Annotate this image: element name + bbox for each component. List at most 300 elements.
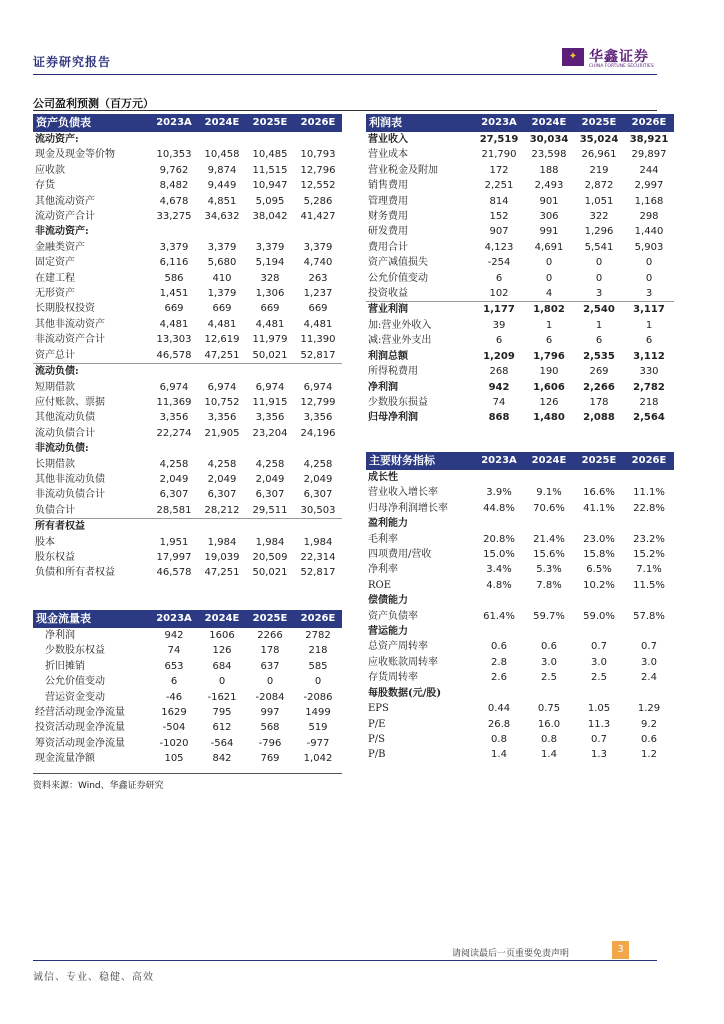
row-label: 流动资产:	[35, 134, 79, 145]
cell-value: 41,427	[300, 211, 336, 223]
cell-value: 1,606	[533, 381, 565, 393]
table-title: 主要财务指标	[366, 452, 474, 470]
cell-value: 6,307	[303, 489, 333, 501]
cell-value	[524, 593, 574, 608]
table-row	[366, 333, 674, 348]
row-label: 负债和所有者权益	[35, 567, 115, 579]
cell-value: 10.2%	[583, 579, 615, 591]
cell-value: -564	[210, 737, 234, 749]
cell-value: 4,258	[207, 458, 237, 470]
cell-value: 11,515	[252, 164, 288, 176]
cell-value: -254	[487, 257, 511, 269]
cell-value: 2,266	[583, 381, 615, 393]
cell-value: 9,449	[207, 180, 237, 192]
cell-value: 23,204	[252, 427, 288, 439]
year-header: 2026E	[294, 610, 342, 628]
table-row	[33, 271, 342, 286]
row-label: 在建工程	[35, 272, 75, 284]
cell-value: 12,796	[300, 164, 336, 176]
table-row	[33, 132, 342, 147]
table-row	[33, 535, 342, 550]
cell-value: 178	[260, 645, 280, 657]
table-row	[366, 395, 674, 410]
table-row	[33, 426, 342, 441]
cell-value: 2,088	[583, 412, 615, 424]
cell-value: -2084	[255, 691, 285, 703]
cell-value: 669	[308, 303, 328, 315]
cell-value: 3.0	[591, 656, 607, 668]
cell-value: 3,379	[255, 241, 285, 253]
row-label: 资产减值损失	[368, 257, 428, 269]
cell-value: 0	[545, 272, 553, 284]
row-label: 总资产周转率	[368, 641, 428, 653]
cell-value: 0	[595, 257, 603, 269]
table-row	[33, 395, 342, 410]
row-label: 财务费用	[368, 211, 408, 223]
cell-value: 6	[495, 272, 503, 284]
row-label: 资产总计	[35, 349, 75, 361]
row-label: 盈利能力	[368, 518, 408, 530]
cell-value	[524, 516, 574, 531]
report-header-title: 证券研究报告	[33, 55, 112, 69]
cell-value: 991	[539, 226, 559, 238]
cell-value: 152	[489, 211, 509, 223]
table-row	[33, 317, 342, 332]
cell-value: 1,984	[255, 536, 285, 548]
cell-value: 10,947	[252, 180, 288, 192]
table-row	[33, 209, 342, 224]
cell-value	[198, 364, 246, 380]
table-row	[366, 609, 674, 624]
row-label: 所有者权益	[33, 519, 150, 535]
row-label: 股东权益	[35, 551, 75, 563]
cell-value: 519	[308, 722, 328, 734]
row-label: 存货	[35, 180, 55, 192]
cell-value: 10,485	[252, 149, 288, 161]
cell-value: -977	[306, 737, 330, 749]
cell-value: 4,691	[534, 241, 564, 253]
cell-value: 2,049	[303, 473, 333, 485]
table-row	[366, 178, 674, 193]
row-label: 应收款	[35, 164, 65, 176]
cell-value: 11.3	[587, 718, 611, 730]
cell-value: 1,440	[634, 226, 664, 238]
row-label: 偿债能力	[368, 595, 408, 607]
cell-value: 15.6%	[533, 549, 565, 561]
footer-divider	[33, 960, 657, 961]
cell-value: 3,379	[159, 241, 189, 253]
cell-value: 2.8	[491, 656, 507, 668]
cell-value: 5,194	[255, 257, 285, 269]
cell-value: 3,356	[207, 412, 237, 424]
cell-value: 10,458	[204, 149, 240, 161]
table-row	[33, 255, 342, 270]
cell-value: 0	[314, 676, 322, 688]
cell-value: 2,493	[534, 180, 564, 192]
cell-value: 3,356	[159, 412, 189, 424]
table-row	[366, 380, 674, 395]
section-divider	[33, 110, 657, 111]
cell-value: 20,509	[252, 551, 288, 563]
table-row	[366, 747, 674, 762]
cell-value: 328	[260, 272, 280, 284]
cell-value: 11,390	[300, 334, 336, 346]
cell-value: 12,619	[204, 334, 240, 346]
year-header: 2023A	[474, 452, 524, 470]
cell-value	[574, 624, 624, 639]
cell-value: 1,451	[159, 288, 189, 300]
cell-value: 4,481	[207, 318, 237, 330]
cell-value	[198, 132, 246, 147]
table-row	[366, 147, 674, 162]
table-title: 现金流量表	[33, 610, 150, 628]
cell-value: 5,095	[255, 195, 285, 207]
cell-value: 1,237	[303, 288, 333, 300]
cell-value: 2,049	[255, 473, 285, 485]
row-label: 固定资产	[35, 257, 75, 269]
cell-value: 410	[212, 272, 232, 284]
cell-value: 23,598	[531, 149, 567, 161]
cell-value: 3,117	[624, 302, 674, 318]
cell-value: 4,481	[255, 318, 285, 330]
cell-value: 50,021	[252, 349, 288, 361]
cell-value: 5,541	[584, 241, 614, 253]
cell-value: 4,258	[303, 458, 333, 470]
cell-value: 6,974	[207, 381, 237, 393]
table-row	[366, 318, 674, 333]
cell-value: 30,034	[529, 134, 569, 145]
cell-value	[246, 132, 294, 147]
cell-value: 1,796	[533, 350, 565, 362]
row-label: 股本	[35, 536, 55, 548]
cell-value: 5.3%	[536, 564, 562, 576]
row-label: 应付账款、票据	[35, 396, 105, 408]
cell-value: 6	[545, 335, 553, 347]
cell-value: 17,997	[156, 551, 192, 563]
table-row	[33, 736, 342, 751]
table-row	[366, 271, 674, 286]
cell-value: 3,379	[303, 241, 333, 253]
balance-sheet-table	[33, 114, 342, 581]
cell-value: 70.6%	[533, 502, 565, 514]
row-label: 其他流动负债	[35, 412, 95, 424]
cell-value: 2,049	[159, 473, 189, 485]
cell-value: 21.4%	[533, 533, 565, 545]
row-label: 非流动资产合计	[35, 334, 105, 346]
cell-value: 3.0	[541, 656, 557, 668]
cell-value: 2782	[305, 630, 331, 641]
row-label: 少数股东权益	[45, 645, 105, 657]
cell-value: 306	[539, 211, 559, 223]
cell-value: 59.7%	[533, 610, 565, 622]
cell-value: 814	[489, 195, 509, 207]
cell-value: 5,286	[303, 195, 333, 207]
cell-value: 6	[595, 335, 603, 347]
cell-value	[474, 624, 524, 639]
table-row	[366, 516, 674, 531]
cell-value: 0	[645, 257, 653, 269]
cell-value	[246, 224, 294, 239]
table-row	[33, 690, 342, 705]
cell-value: 6	[170, 676, 178, 688]
cell-value: 769	[260, 753, 280, 765]
table-title: 资产负债表	[33, 114, 150, 132]
cell-value: 12,552	[300, 180, 336, 192]
cell-value: 842	[212, 753, 232, 765]
cell-value: 7.8%	[536, 579, 562, 591]
cell-value: 1.4	[541, 749, 557, 761]
table-row	[366, 485, 674, 500]
cell-value	[294, 519, 342, 535]
cell-value: 0.44	[487, 703, 511, 715]
table-header-row	[366, 452, 674, 470]
row-label: 现金及现金等价物	[35, 149, 115, 161]
cell-value	[574, 516, 624, 531]
cell-value	[198, 519, 246, 535]
cell-value: 11,369	[156, 396, 192, 408]
row-label: 其他流动资产	[35, 195, 95, 207]
row-label: 归母净利润增长率	[368, 502, 448, 514]
cell-value: 47,251	[204, 567, 240, 579]
table-row	[33, 348, 342, 364]
cell-value	[150, 132, 198, 147]
cell-value: 28,581	[156, 504, 192, 516]
cell-value: -2086	[303, 691, 333, 703]
cell-value: 1	[595, 319, 603, 331]
row-label: 少数股东损益	[368, 396, 428, 408]
cell-value: -504	[162, 722, 186, 734]
cell-value: 102	[489, 288, 509, 300]
table-row	[33, 147, 342, 162]
cell-value: 6,307	[159, 489, 189, 501]
table-row	[366, 224, 674, 239]
cell-value: 268	[489, 366, 509, 378]
cell-value: 2,535	[583, 350, 615, 362]
cell-value: 47,251	[204, 349, 240, 361]
table-row	[33, 472, 342, 487]
table-row	[33, 194, 342, 209]
cell-value: 2,997	[634, 180, 664, 192]
year-header: 2025E	[574, 114, 624, 132]
cell-value: 0.8	[491, 733, 507, 745]
source-divider	[33, 773, 342, 774]
row-label: 净利润	[45, 630, 75, 641]
cell-value	[294, 224, 342, 239]
year-header: 2025E	[574, 452, 624, 470]
cell-value: 2266	[257, 630, 283, 641]
row-label: 其他非流动负债	[35, 473, 105, 485]
row-label: 流动负债合计	[35, 427, 95, 439]
table-header-row	[366, 114, 674, 132]
cell-value: 1606	[209, 630, 235, 641]
table-row	[33, 441, 342, 456]
cell-value: 1,306	[255, 288, 285, 300]
cell-value: 1499	[305, 707, 331, 719]
cell-value: 3,112	[633, 350, 665, 362]
table-row	[366, 686, 674, 701]
cell-value: 4,123	[484, 241, 514, 253]
cell-value: 669	[260, 303, 280, 315]
cell-value: 12,799	[300, 396, 336, 408]
cell-value: 74	[167, 645, 181, 657]
cell-value: 11,915	[252, 396, 288, 408]
table-row	[366, 255, 674, 270]
cell-value: 188	[539, 164, 559, 176]
table-row	[33, 364, 342, 380]
row-label: 净利率	[368, 564, 398, 576]
row-label: 流动负债:	[33, 364, 150, 380]
cell-value: 0.8	[541, 733, 557, 745]
table-row	[366, 302, 674, 318]
logo-english-name: CHINA FORTUNE SECURITIES	[589, 64, 654, 69]
cell-value: 2.4	[641, 672, 657, 684]
cell-value: -1020	[159, 737, 189, 749]
cell-value: 1,051	[584, 195, 614, 207]
row-label: 营运资金变动	[45, 691, 105, 703]
cell-value: 0.75	[537, 703, 561, 715]
cell-value: 59.0%	[583, 610, 615, 622]
cell-value	[198, 441, 246, 456]
cell-value: 3	[595, 288, 603, 300]
table-row	[33, 457, 342, 472]
cell-value: 1,379	[207, 288, 237, 300]
cell-value: 22.8%	[633, 502, 665, 514]
row-label: 研发费用	[368, 226, 408, 238]
cash-flow-table	[33, 610, 342, 767]
disclaimer-note: 请阅读最后一页重要免责声明	[452, 949, 570, 959]
logo-mark-icon: ✦	[562, 48, 584, 66]
row-label: 销售费用	[368, 180, 408, 192]
cell-value	[474, 516, 524, 531]
header-divider	[33, 74, 657, 75]
cell-value: 0	[545, 257, 553, 269]
cell-value: 942	[488, 381, 510, 393]
cell-value: 322	[589, 211, 609, 223]
cell-value: 653	[164, 660, 184, 672]
cell-value	[474, 470, 524, 485]
table-row	[33, 224, 342, 239]
cell-value: 218	[639, 396, 659, 408]
cell-value: 0.6	[541, 641, 557, 653]
year-header: 2023A	[150, 114, 198, 132]
row-label: 折旧摊销	[45, 660, 85, 672]
cell-value: 1.2	[641, 749, 657, 761]
cell-value	[246, 364, 294, 380]
cell-value: 41.1%	[583, 502, 615, 514]
cell-value: 15.8%	[583, 549, 615, 561]
row-label: 四项费用/营收	[368, 549, 432, 561]
page-number: 3	[612, 941, 629, 959]
year-header: 2024E	[524, 452, 574, 470]
row-label: 营业收入	[368, 134, 408, 145]
cell-value	[150, 441, 198, 456]
cell-value: 24,196	[300, 427, 336, 439]
cell-value: 190	[539, 366, 559, 378]
table-row	[366, 163, 674, 178]
cell-value	[574, 686, 624, 701]
cell-value: 2.5	[541, 672, 557, 684]
cell-value: 1,168	[634, 195, 664, 207]
cell-value: 1.05	[587, 703, 611, 715]
row-label: 长期股权投资	[35, 303, 95, 315]
cell-value	[624, 686, 674, 701]
cell-value: 126	[539, 396, 559, 408]
year-header: 2026E	[624, 114, 674, 132]
cell-value: 5,903	[634, 241, 664, 253]
cell-value: 23.2%	[633, 533, 665, 545]
cell-value: 50,021	[252, 567, 288, 579]
cell-value: 44.8%	[483, 502, 515, 514]
cell-value: 10,752	[204, 396, 240, 408]
cell-value: 6,974	[159, 381, 189, 393]
table-row	[366, 562, 674, 577]
cell-value: 3,356	[303, 412, 333, 424]
cell-value: 8,482	[159, 180, 189, 192]
row-label: P/E	[368, 718, 386, 730]
row-label: 费用合计	[368, 241, 408, 253]
year-header: 2023A	[474, 114, 524, 132]
cell-value: 1,951	[159, 536, 189, 548]
row-label: 所得税费用	[368, 366, 418, 378]
cell-value: 21,905	[204, 427, 240, 439]
row-label: 营业利润	[366, 302, 474, 318]
row-label: 投资收益	[368, 288, 408, 300]
row-label: 营业税金及附加	[368, 164, 438, 176]
cell-value: 22,274	[156, 427, 192, 439]
year-header: 2025E	[246, 610, 294, 628]
cell-value	[294, 364, 342, 380]
row-label: 短期借款	[35, 381, 75, 393]
cell-value: 2.6	[491, 672, 507, 684]
cell-value: 34,632	[204, 211, 240, 223]
row-label: 成长性	[368, 472, 398, 483]
cell-value: 6,116	[159, 257, 189, 269]
cell-value: 9.2	[641, 718, 657, 730]
cell-value: 0.6	[491, 641, 507, 653]
row-label: 无形资产	[35, 288, 75, 300]
row-label: 非流动资产:	[35, 226, 89, 238]
cell-value: 612	[212, 722, 232, 734]
cell-value	[198, 224, 246, 239]
row-label: 净利润	[368, 381, 398, 393]
cell-value: 16.0	[537, 718, 561, 730]
table-row	[366, 547, 674, 562]
cell-value: 16.6%	[583, 487, 615, 499]
cell-value: 4,258	[159, 458, 189, 470]
table-title: 利润表	[366, 114, 474, 132]
cell-value	[524, 686, 574, 701]
table-row	[33, 487, 342, 502]
table-row	[366, 532, 674, 547]
cell-value: -46	[165, 691, 183, 703]
table-row	[33, 565, 342, 580]
cell-value: 0.7	[641, 641, 657, 653]
table-row	[366, 286, 674, 302]
cell-value: 586	[164, 272, 184, 284]
cell-value: 35,024	[579, 134, 619, 145]
cell-value: 26.8	[487, 718, 511, 730]
cell-value: 38,042	[252, 211, 288, 223]
row-label: 流动资产合计	[35, 211, 95, 223]
year-header: 2024E	[198, 610, 246, 628]
table-row	[33, 550, 342, 565]
table-row	[366, 132, 674, 147]
key-indicators-table	[366, 452, 674, 763]
cell-value: 10,793	[300, 149, 336, 161]
cell-value: 0.7	[591, 733, 607, 745]
cell-value: 2.5	[591, 672, 607, 684]
cell-value: 6	[645, 335, 653, 347]
